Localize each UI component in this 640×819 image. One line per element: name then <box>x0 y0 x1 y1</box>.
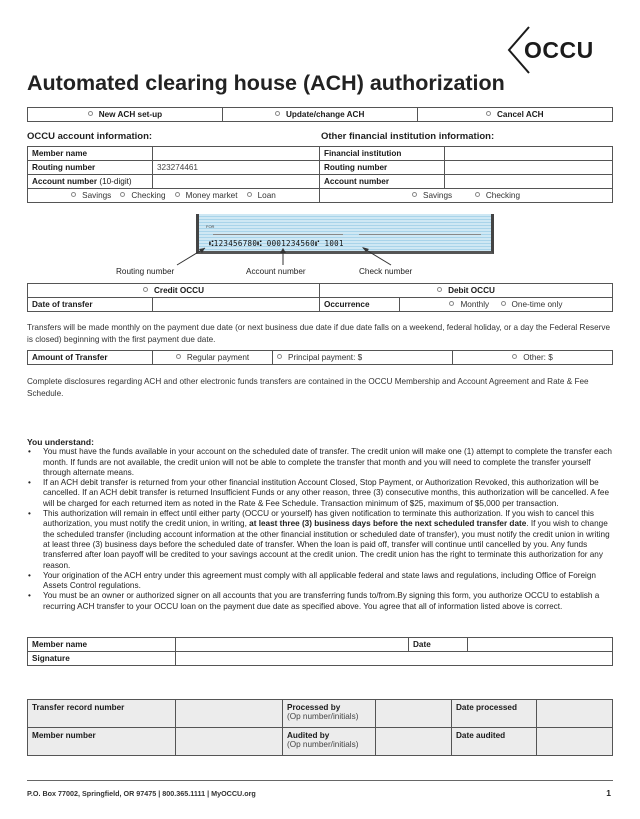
radio-icon[interactable] <box>277 354 282 359</box>
monthly-option[interactable] <box>449 300 489 309</box>
occu-routing-label: Routing number <box>28 161 153 175</box>
date-processed-field[interactable] <box>537 700 613 728</box>
principal-payment-option[interactable] <box>273 351 453 365</box>
update-ach-option[interactable] <box>222 108 417 122</box>
option-label: Other: $ <box>523 353 553 362</box>
account-label-text: Account number <box>32 177 98 186</box>
amount-table <box>27 350 613 365</box>
other-institution-heading: Other financial institution information: <box>321 131 495 142</box>
option-label: Credit OCCU <box>153 286 205 295</box>
cancel-ach-option[interactable] <box>417 108 612 122</box>
radio-icon[interactable] <box>475 192 480 197</box>
request-type-table <box>27 107 613 122</box>
other-account-type-options <box>320 189 613 203</box>
transfer-record-label: Transfer record number <box>28 700 176 728</box>
transfer-record-field[interactable] <box>176 700 283 728</box>
debit-occu-option[interactable] <box>320 284 613 298</box>
audited-by-field[interactable] <box>376 728 452 756</box>
radio-icon[interactable] <box>486 111 491 116</box>
checking-option[interactable] <box>120 191 165 200</box>
terms-list <box>27 447 617 612</box>
date-audited-field[interactable] <box>537 728 613 756</box>
member-name-field[interactable] <box>153 147 320 161</box>
footer-divider <box>27 780 613 781</box>
option-label: Money market <box>185 191 238 200</box>
signature-field[interactable] <box>176 652 613 666</box>
occu-account-field[interactable] <box>153 175 320 189</box>
member-number-field[interactable] <box>176 728 283 756</box>
occu-account-heading: OCCU account information: <box>27 131 153 142</box>
occu-account-type-options <box>28 189 320 203</box>
radio-icon[interactable] <box>449 301 454 306</box>
option-label: Loan <box>257 191 276 200</box>
routing-number-caption: Routing number <box>116 267 175 276</box>
sig-date-field[interactable] <box>468 638 613 652</box>
regular-payment-option[interactable] <box>153 351 273 365</box>
occu-account-label <box>28 175 153 189</box>
credit-occu-option[interactable] <box>28 284 320 298</box>
date-audited-label: Date audited <box>452 728 537 756</box>
audited-by-text: Audited by <box>287 731 330 740</box>
transfer-schedule-note: Transfers will be made monthly on the payment due date (or next business due date if due date falls on a weekend, federal holiday, or a day the Federal Reserve is closed) beginning with the first payment due date. <box>27 323 611 344</box>
option-label: Savings <box>82 191 112 200</box>
account-info-table <box>27 146 613 203</box>
financial-institution-label: Financial institution <box>320 147 445 161</box>
check-number-caption: Check number <box>359 267 413 276</box>
radio-icon[interactable] <box>120 192 125 197</box>
option-label: Update/change ACH <box>285 110 365 119</box>
radio-icon[interactable] <box>501 301 506 306</box>
terms-heading: You understand: <box>27 437 94 447</box>
radio-icon[interactable] <box>247 192 252 197</box>
savings-option[interactable] <box>71 191 111 200</box>
occu-logo <box>507 24 617 76</box>
amount-label: Amount of Transfer <box>28 351 153 365</box>
other-savings-option[interactable] <box>412 191 452 200</box>
radio-icon[interactable] <box>275 111 280 116</box>
radio-icon[interactable] <box>71 192 76 197</box>
sig-member-name-label: Member name <box>28 638 176 652</box>
page-number: 1 <box>606 788 611 798</box>
radio-icon[interactable] <box>143 287 148 292</box>
check-for-label: FOR <box>206 224 215 229</box>
terms-item: • If an ACH debit transfer is returned from your other financial institution Account Closed, Stop Payment, or Authorization Revoked, this authorization will be cancelled. If an ACH debit transfer is returned Insufficient Funds or any other reason, three (3) consecutive months, this authorization will be cancelled. A fee will be charged for each returned item as noted in the Rate & Fee Schedule. Transaction minimum of $25, maximum of $5,000 per transaction. <box>27 478 617 509</box>
sig-member-name-field[interactable] <box>176 638 409 652</box>
option-label: New ACH set-up <box>98 110 163 119</box>
terms-item: • You must have the funds available in your account on the scheduled date of transfer. The credit union will make one (1) attempt to complete the transfer each month. If funds are not available, the credit union will not be able to complete the transfer that month and you will need to complete the transfer yourself through alternate means. <box>27 447 617 478</box>
processed-by-text: Processed by <box>287 703 341 712</box>
logo-text: OCCU <box>524 37 594 63</box>
option-label: Checking <box>131 191 166 200</box>
check-micr-line: ⑆123456780⑆ 0001234560⑈ 1001 <box>209 239 344 248</box>
account-number-caption: Account number <box>246 267 306 276</box>
terms-text: . If you wish to change the scheduled transfer (including account information at the other financial institution or scheduled date of transfer), you must notify the credit union in writing at least three (3) business days before the scheduled date of transfer. When the loan is paid off, transfer will continue until cancelled by you. Any funds transferred after loan payoff will be credited to your savings account at the credit union. The credit union has the right to terminate this authorization for any reason. <box>43 519 610 570</box>
other-checking-option[interactable] <box>475 191 520 200</box>
page-title: Automated clearing house (ACH) authorization <box>27 71 505 95</box>
terms-item: • You must be an owner or authorized signer on all accounts that you are transferring funds to/from.By signing this form, you authorize OCCU to establish a recurring ACH transfer to your OCCU loan on the payment due date as specified above. You agree that all of information listed above is correct. <box>27 591 617 612</box>
signature-label: Signature <box>28 652 176 666</box>
processed-by-note: (Op number/initials) <box>287 712 359 721</box>
one-time-option[interactable] <box>501 300 563 309</box>
radio-icon[interactable] <box>512 354 517 359</box>
disclosure-note: Complete disclosures regarding ACH and other electronic funds transfers are contained in the OCCU Membership and Account Agreement and Rate & Fee Schedule. <box>27 377 589 398</box>
radio-icon[interactable] <box>176 354 181 359</box>
terms-text: This authorization will remain in effect until either party (OCCU or yourself) has given notification to terminate this authorization. If you wish to cancel this authorization, you must notify the credit union, in writing, <box>43 509 594 529</box>
processed-by-label <box>283 700 376 728</box>
signature-table <box>27 637 613 666</box>
other-routing-label: Routing number <box>320 161 445 175</box>
option-label: Regular payment <box>186 353 250 362</box>
member-name-label: Member name <box>28 147 153 161</box>
occu-routing-field[interactable]: 323274461 <box>153 161 320 175</box>
date-of-transfer-field[interactable] <box>153 298 320 312</box>
radio-icon[interactable] <box>175 192 180 197</box>
option-label: Monthly <box>460 300 490 309</box>
option-label: Savings <box>422 191 453 200</box>
option-label: Principal payment: $ <box>288 353 363 362</box>
option-label: Cancel ACH <box>497 110 544 119</box>
check-diagram <box>27 208 613 283</box>
account-label-note: (10-digit) <box>99 177 132 186</box>
other-account-field[interactable] <box>445 175 613 189</box>
terms-item: • Your origination of the ACH entry under this agreement must comply with all applicable federal and state laws and regulations, including Office of Foreign Assets Control regulations. <box>27 571 617 592</box>
member-number-label: Member number <box>28 728 176 756</box>
loan-option[interactable] <box>247 191 276 200</box>
money-market-option[interactable] <box>175 191 238 200</box>
footer-address: P.O. Box 77002, Springfield, OR 97475 | 800.365.1111 | MyOCCU.org <box>27 789 256 798</box>
terms-section <box>27 437 617 612</box>
occurrence-label: Occurrence <box>320 298 400 312</box>
option-label: Debit OCCU <box>448 286 495 295</box>
terms-emphasis: at least three (3) business days before the next scheduled transfer date <box>249 519 527 529</box>
option-label: One-time only <box>511 300 563 309</box>
processed-by-field[interactable] <box>376 700 452 728</box>
other-routing-field[interactable] <box>445 161 613 175</box>
date-processed-label: Date processed <box>452 700 537 728</box>
audited-by-label <box>283 728 376 756</box>
other-account-label: Account number <box>320 175 445 189</box>
check-arrows <box>27 208 613 283</box>
option-label: Checking <box>485 191 521 200</box>
financial-institution-field[interactable] <box>445 147 613 161</box>
office-use-table <box>27 699 613 756</box>
radio-icon[interactable] <box>437 287 442 292</box>
transfer-direction-table <box>27 283 613 312</box>
new-ach-option[interactable] <box>28 108 223 122</box>
terms-item <box>27 509 617 571</box>
other-amount-option[interactable] <box>453 351 613 365</box>
audited-by-note: (Op number/initials) <box>287 740 359 749</box>
sig-date-label: Date <box>409 638 468 652</box>
occurrence-options <box>400 298 613 312</box>
radio-icon[interactable] <box>412 192 417 197</box>
radio-icon[interactable] <box>88 111 93 116</box>
date-of-transfer-label: Date of transfer <box>28 298 153 312</box>
